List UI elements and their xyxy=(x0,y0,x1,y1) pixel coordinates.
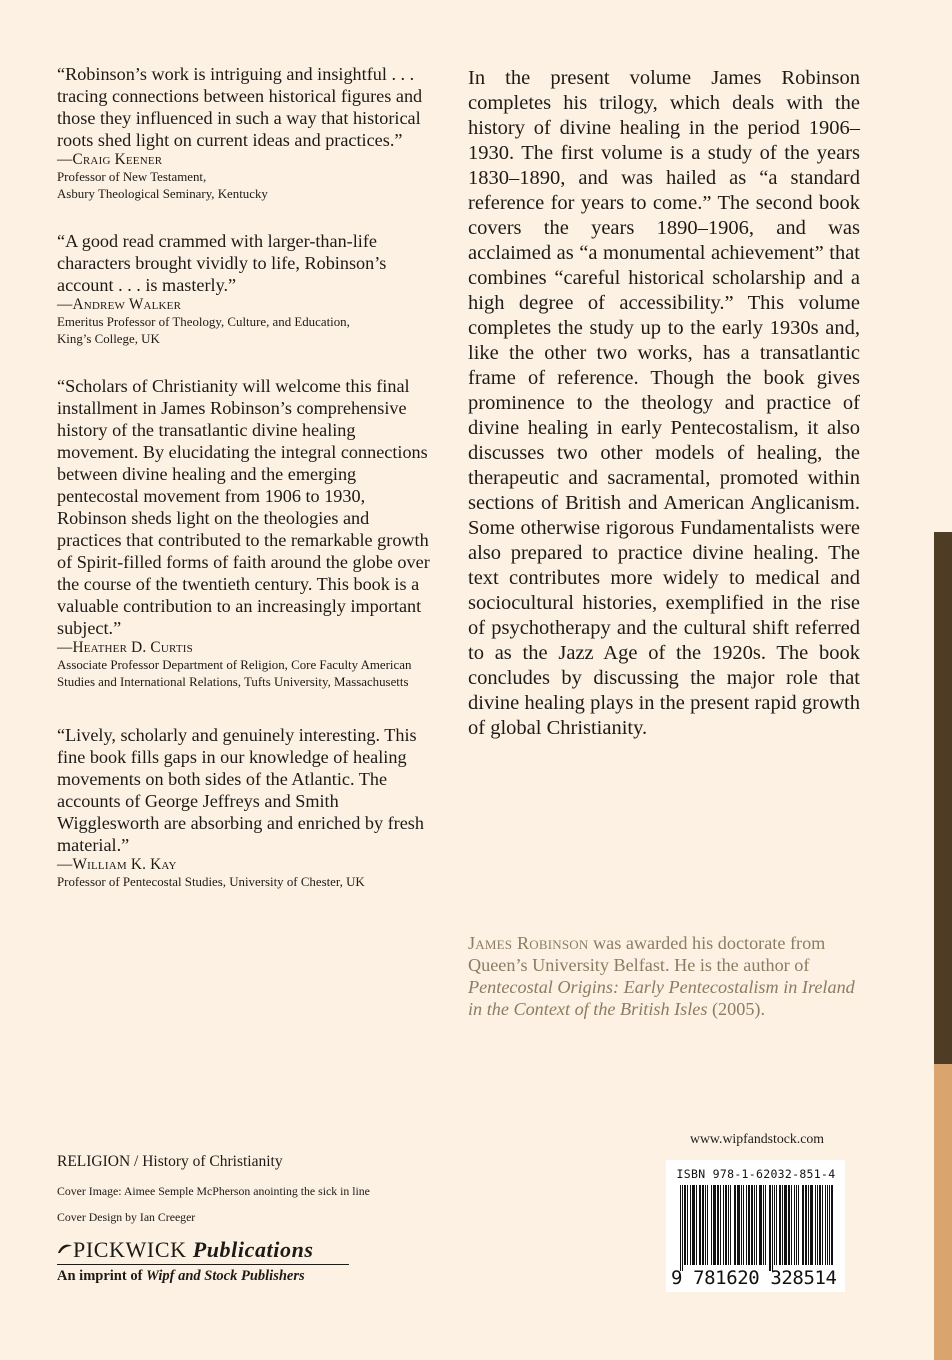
imprint-name: Wipf and Stock Publishers xyxy=(146,1268,305,1284)
barcode-bar xyxy=(831,1185,833,1265)
endorsement-name: —Andrew Walker xyxy=(57,296,182,313)
barcode-bar xyxy=(717,1185,719,1265)
barcode-bar xyxy=(782,1185,783,1265)
barcode-bar xyxy=(774,1185,775,1265)
author-bio xyxy=(468,932,860,1020)
description-text: In the present volume James Robinson completes his trilogy, which deals with the history of divine healing in the period 1906–1930. The first volume is a study of the years 1830–1890, and was hailed as “a standard reference for years to come.” The second book covers the years 1890–1906, and was acclaimed as “a monumental achievement” that combines “careful historical scholarship and a high degree of accessibility.” This volume completes the study up to the early 1930s and, like the other two works, has a transatlantic frame of reference. Though the book gives prominence to the theology and practice of divine healing in early Pentecostalism, it also discusses two other models of healing, the therapeutic and sacramental, promoted within sections of British and American Anglicanism. Some otherwise rigorous Fundamentalists were also prepared to practice divine healing. The text contributes more widely to medical and sociocultural histories, exemplified in the rise of psychotherapy and the cultural shift referred to as the Jazz Age of the 1920s. The book concludes by discussing the major role that divine healing plays in the present rapid growth of global Christianity. xyxy=(468,67,860,739)
barcode-bar xyxy=(810,1185,813,1265)
book-description xyxy=(468,66,860,741)
endorsement-affiliation: Associate Professor Department of Religion, Core Faculty American Studies and International Relations, Tufts University, Massachusetts xyxy=(57,658,412,689)
endorsements-column xyxy=(57,63,432,919)
barcode-bar xyxy=(825,1185,826,1265)
barcode-bar xyxy=(796,1185,797,1265)
spine-stripe-dark xyxy=(934,532,952,1064)
author-name: James Robinson xyxy=(468,933,589,953)
barcode-bar xyxy=(776,1185,777,1265)
barcode-bar xyxy=(794,1185,795,1265)
barcode-bar xyxy=(699,1185,701,1265)
bio-text-end: (2005). xyxy=(707,999,766,1019)
barcode-bar xyxy=(822,1185,823,1265)
barcode-bar xyxy=(751,1185,753,1265)
barcode-bar xyxy=(763,1185,764,1265)
barcode-bar xyxy=(827,1185,828,1265)
publisher-name: PICKWICK xyxy=(73,1237,187,1262)
endorsement-affiliation: Professor of Pentecostal Studies, University of Chester, UK xyxy=(57,875,365,889)
cover-design-credit: Cover Design by Ian Creeger xyxy=(57,1210,196,1224)
barcode-bar xyxy=(784,1185,787,1265)
barcode-bar xyxy=(765,1185,766,1265)
isbn-label: ISBN 978-1-62032-851-4 xyxy=(676,1167,836,1181)
endorsement-1 xyxy=(57,63,432,202)
imprint-prefix: An imprint of xyxy=(57,1268,147,1284)
barcode-bar xyxy=(705,1185,706,1265)
barcode-bar xyxy=(817,1185,818,1265)
barcode-bar xyxy=(711,1185,712,1265)
barcode-bar xyxy=(723,1185,724,1265)
publisher-name-line xyxy=(57,1237,457,1263)
barcode-bar xyxy=(769,1185,771,1271)
publisher-logo xyxy=(57,1237,457,1285)
barcode-bar xyxy=(746,1185,747,1265)
barcode-bar xyxy=(680,1185,681,1271)
endorsement-name: —Craig Keener xyxy=(57,151,163,168)
barcode-bar xyxy=(684,1185,686,1265)
barcode-bar xyxy=(687,1185,688,1265)
endorsement-name: —William K. Kay xyxy=(57,856,177,873)
barcode-bar xyxy=(743,1185,744,1265)
barcode-bar xyxy=(772,1185,773,1271)
endorsement-3 xyxy=(57,375,432,690)
pickwick-quill-icon xyxy=(57,1243,73,1255)
endorsement-quote: “Robinson’s work is intriguing and insightful . . . tracing connections between historical figures and those they influenced in such a way that historical roots shed light on current ideas and practices.” xyxy=(57,64,423,150)
barcode-bar xyxy=(728,1185,729,1265)
imprint-line xyxy=(57,1267,457,1285)
barcode-bar xyxy=(815,1185,816,1265)
publisher-series: Publications xyxy=(192,1237,314,1262)
endorsement-affiliation: Professor of New Testament, Asbury Theological Seminary, Kentucky xyxy=(57,170,268,201)
isbn-digits: 9 781620 328514 xyxy=(671,1267,837,1289)
barcode-bar xyxy=(798,1185,799,1265)
barcode-bar xyxy=(805,1185,807,1265)
endorsement-affiliation: Emeritus Professor of Theology, Culture, and Education, King’s College, UK xyxy=(57,315,350,346)
barcode-bar xyxy=(690,1185,691,1265)
barcode-bar xyxy=(682,1185,683,1271)
barcode-bar xyxy=(754,1185,755,1265)
endorsement-quote: “Scholars of Christianity will welcome this final installment in James Robinson’s comprehensive history of the transatlantic divine healing movement. By elucidating the integral connections between divine healing and the emerging pentecostal movement from 1906 to 1930, Robinson sheds light on the theologies and practices that contributed to the remarkable growth of Spirit-filled forms of faith around the globe over the course of the twentieth century. This book is a valuable contribution to an increasingly important subject.” xyxy=(57,376,430,638)
barcode-bar xyxy=(734,1185,736,1265)
isbn-barcode xyxy=(666,1183,845,1273)
barcode-bar xyxy=(791,1185,792,1265)
barcode-bar xyxy=(713,1185,716,1265)
bio-book-title: Pentecostal Origins: Early Pentecostalism in Ireland in the Context of the British Isles xyxy=(468,977,855,1019)
barcode-bar xyxy=(741,1185,742,1265)
barcode-bar xyxy=(779,1185,781,1265)
barcode-bar xyxy=(808,1185,809,1265)
barcode-bar xyxy=(829,1185,830,1265)
barcode-bar xyxy=(759,1185,762,1265)
endorsement-name: —Heather D. Curtis xyxy=(57,639,193,656)
barcode-bar xyxy=(707,1185,708,1265)
barcode-bar xyxy=(819,1185,821,1265)
barcode-bar xyxy=(725,1185,727,1265)
endorsement-4 xyxy=(57,724,432,891)
barcode-bar xyxy=(730,1185,731,1265)
barcode-bar xyxy=(802,1185,804,1265)
barcode-bar xyxy=(692,1185,695,1265)
endorsement-quote: “Lively, scholarly and genuinely interesting. This fine book fills gaps in our knowledge of healing movements on both sides of the Atlantic. The accounts of George Jeffreys and Smith Wigglesworth are absorbing and enriched by fresh material.” xyxy=(57,725,424,855)
cover-image-credit: Cover Image: Aimee Semple McPherson anointing the sick in line xyxy=(57,1184,370,1198)
endorsement-quote: “A good read crammed with larger-than-life characters brought vividly to life, Robinson’s account . . . is masterly.” xyxy=(57,231,387,295)
spine-stripe-light xyxy=(934,1064,952,1360)
barcode-bar xyxy=(756,1185,757,1265)
footer-credits xyxy=(57,1152,457,1285)
barcode-bar xyxy=(720,1185,721,1265)
publisher-divider xyxy=(57,1264,349,1265)
publisher-website: www.wipfandstock.com xyxy=(690,1131,824,1146)
barcode-bar xyxy=(696,1185,697,1265)
barcode-bar xyxy=(702,1185,704,1265)
category-label: RELIGION / History of Christianity xyxy=(57,1153,283,1170)
endorsement-2 xyxy=(57,230,432,347)
bio-text: was awarded his doctorate from Queen’s University Belfast. He is the author of xyxy=(468,933,826,975)
barcode-bar xyxy=(737,1185,740,1265)
barcode-bar xyxy=(788,1185,790,1265)
barcode-bar xyxy=(748,1185,750,1265)
